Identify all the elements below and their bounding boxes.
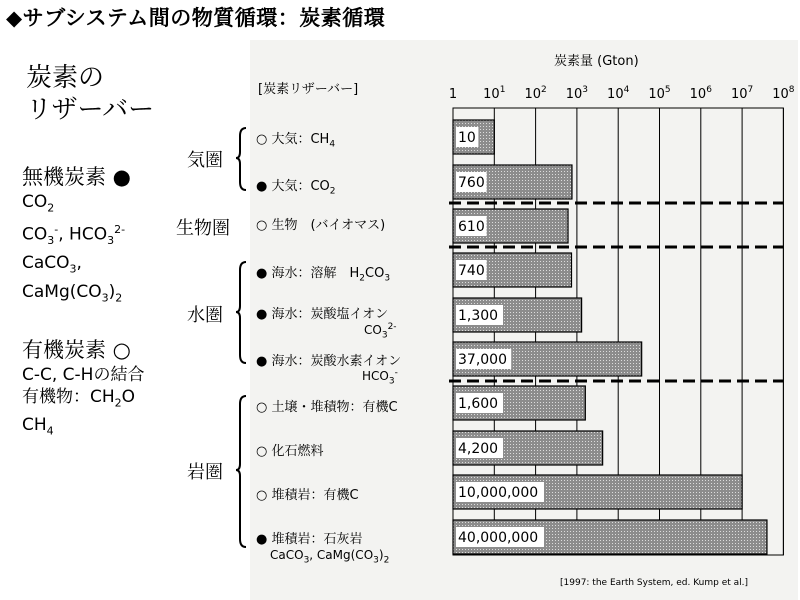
row-label-bicarbonate: ● 海水：炭酸水素イオン [256,354,402,369]
bar-value-label: 760 [458,175,485,191]
organic-label: 有機炭素 ○ [22,338,131,362]
bars [453,120,767,554]
bar-value-label: 4,200 [458,441,499,457]
sphere-bracket [236,396,246,547]
row-label-fossil: ○ 化石燃料 [256,444,324,459]
x-tick-label: $10^4$ [607,85,630,102]
x-tick-labels [449,85,795,102]
row-label-carbonate: ● 海水：炭酸塩イオン [256,307,389,322]
x-tick-label: $10^7$ [730,85,754,102]
row-label-sedimentary-organic: ○ 堆積岩：有機C [256,488,359,503]
sphere-bracket [236,128,246,190]
bar-value-label: 37,000 [458,352,507,368]
bar-value-label: 40,000,000 [458,530,539,546]
sphere-atmosphere: 気圏 [187,150,223,171]
row-sublabel-limestone: CaCO$_3$, $CaMg(CO_3)_2$ [270,548,390,566]
row-label-ch4: ○ 大気：$CH_4$ [256,132,336,150]
sphere-hydrosphere: 水圏 [187,305,223,326]
bar-value-label: 740 [458,263,485,279]
sphere-lithosphere: 岩圏 [187,462,223,483]
bar-value-label: 1,600 [458,396,499,412]
bar-value-label: 10 [458,130,476,146]
x-tick-label: $10^5$ [648,85,671,102]
page-title: ◆サブシステム間の物質循環：炭素循環 [6,6,386,30]
x-tick-label: $10^2$ [524,85,547,102]
sphere-brackets [236,128,246,547]
row-label-limestone: ● 堆積岩：石灰岩 [256,532,363,547]
row-label-h2co3: ● 海水：溶解 $H_2CO_3$ [256,266,391,284]
x-tick-label: 1 [448,87,458,102]
inorganic-label: 無機炭素 ● [22,165,131,189]
axis-title: 炭素量 (Gton) [554,54,639,69]
bar-value-label: 1,300 [458,308,499,324]
heading-line-2: リザーバー [26,95,155,125]
organic-item: $CH_4$ [22,415,54,438]
sphere-bracket [236,262,246,363]
x-tick-label: $10^8$ [772,85,795,102]
sphere-biosphere: 生物圏 [176,218,230,239]
x-tick-label: $10^1$ [483,85,506,102]
bar-value-label: 610 [458,219,485,235]
reservoir-header: [炭素リザーバー] [258,82,359,97]
row-label-soil: ○ 土壌・堆積物：有機C [256,400,398,415]
bar-value-label: 10,000,000 [458,485,539,501]
row-sublabel-co3: $CO_3^{2-}$ [364,322,397,341]
inorganic-item: $CO_2$ [22,192,55,215]
x-tick-label: $10^3$ [565,85,589,102]
inorganic-item: $CO_3^-$, $HCO_3^{2-}$ [22,223,126,248]
inorganic-item: $CaMg(CO_3)_2$ [22,281,123,305]
organic-item: 有機物：$CH_2O$ [22,387,136,410]
row-label-biomass: ○ 生物 (バイオマス) [256,218,386,233]
organic-item: C-C, C-Hの結合 [22,365,145,385]
row-label-co2: ● 大気：$CO_2$ [256,179,336,197]
heading-line-1: 炭素の [26,63,105,93]
x-tick-label: $10^6$ [689,85,712,102]
row-sublabel-hco3: $HCO_3^-$ [362,368,398,387]
citation: [1997: the Earth System, ed. Kump et al.] [560,578,749,588]
inorganic-item: CaCO$_3$, [22,253,82,276]
